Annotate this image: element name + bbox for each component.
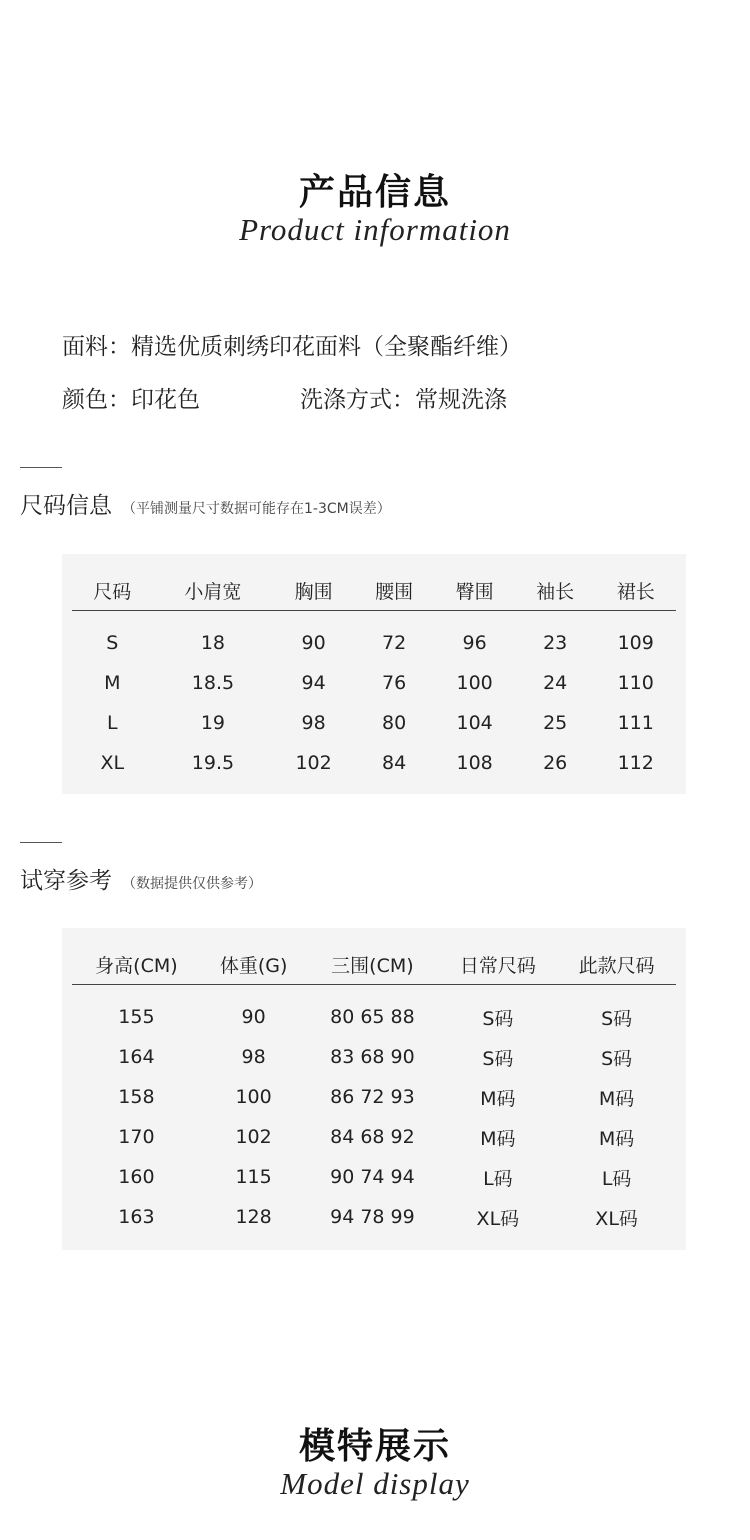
tryon-cell: L码 [601,1167,632,1190]
model-title-cn: 模特展示 [298,1425,451,1467]
table-row [72,1077,676,1117]
tryon-header-cell: 三围(CM) [331,954,414,977]
tryon-cell: 90 74 94 [330,1166,415,1188]
size-cell: 18 [200,632,226,654]
wash-text: 洗涤方式：常规洗涤 [300,387,507,413]
product-title-cn: 产品信息 [298,171,451,213]
size-cell: 84 [382,752,407,774]
table-row [72,743,676,783]
size-header-cell: 袖长 [536,580,575,603]
size-table [72,570,676,783]
table-row [72,1197,676,1237]
tryon-cell: S码 [601,1007,633,1030]
tryon-table-panel [62,928,686,1250]
size-cell: 76 [382,672,407,694]
size-cell: L [106,712,118,734]
size-cell: 102 [295,752,332,774]
fabric-line: 面料：精选优质刺绣印花面料（全聚酯纤维） [62,334,522,360]
tryon-cell: 160 [118,1166,155,1188]
size-cell: 112 [617,752,654,774]
size-table-panel [62,554,686,794]
tryon-cell: 128 [235,1206,272,1228]
tryon-cell: M码 [480,1087,516,1110]
tryon-cell: L码 [483,1167,513,1190]
size-cell: 72 [382,632,407,654]
size-cell: XL [100,752,125,774]
size-section-rule [20,467,62,468]
size-cell: 104 [456,712,493,734]
size-header-cell: 小肩宽 [184,580,242,603]
table-row [72,611,676,664]
size-cell: 94 [301,672,326,694]
tryon-cell: M码 [480,1127,516,1150]
tryon-cell: 84 68 92 [330,1126,415,1148]
tryon-section-rule [20,842,62,843]
size-header-cell: 臀围 [455,580,494,603]
size-cell: 80 [382,712,407,734]
size-heading-note: （平铺测量尺寸数据可能存在1-3CM误差） [122,501,391,517]
model-title-en: Model display [280,1466,470,1501]
color-wash-line [62,381,507,414]
size-cell: 25 [543,712,568,734]
table-row [72,703,676,743]
tryon-cell: 158 [118,1086,155,1108]
tryon-cell: 155 [118,1006,155,1028]
size-cell: 108 [456,752,493,774]
size-table-header-row [72,570,676,611]
tryon-header-cell: 体重(G) [219,954,288,977]
tryon-cell: S码 [601,1047,633,1070]
tryon-header-cell: 日常尺码 [459,954,536,977]
tryon-cell: 102 [235,1126,272,1148]
tryon-cell: XL码 [476,1207,520,1230]
size-cell: 19 [200,712,226,734]
size-cell: 19.5 [191,752,235,774]
size-section-heading [20,487,391,520]
size-cell: 109 [617,632,654,654]
tryon-cell: S码 [482,1047,514,1070]
size-header-cell: 腰围 [375,580,414,603]
size-cell: M [104,672,121,694]
tryon-table [72,944,676,1237]
size-cell: 110 [617,672,654,694]
tryon-section-heading [20,862,262,895]
table-row [72,1037,676,1077]
size-cell: 111 [617,712,654,734]
table-row [72,985,676,1038]
tryon-cell: 94 78 99 [330,1206,415,1228]
size-cell: 23 [543,632,568,654]
size-header-cell: 裙长 [616,580,655,603]
size-cell: 24 [543,672,568,694]
size-header-cell: 胸围 [294,580,333,603]
tryon-cell: 90 [241,1006,266,1028]
tryon-cell: M码 [598,1087,635,1110]
tryon-heading-text: 试穿参考 [20,868,112,894]
tryon-cell: M码 [598,1127,635,1150]
tryon-cell: 83 68 90 [330,1046,415,1068]
color-text: 颜色：印花色 [62,387,200,413]
tryon-cell: 80 65 88 [330,1006,415,1028]
size-heading-text: 尺码信息 [20,493,112,519]
tryon-cell: 115 [235,1166,272,1188]
tryon-header-cell: 此款尺码 [578,954,655,977]
tryon-cell: 86 72 93 [330,1086,415,1108]
size-cell: 100 [456,672,493,694]
table-row [72,1117,676,1157]
size-cell: 18.5 [191,672,235,694]
tryon-cell: 163 [118,1206,155,1228]
table-row [72,1157,676,1197]
tryon-table-header-row [72,944,676,985]
size-header-cell: 尺码 [93,580,132,603]
size-cell: 26 [543,752,568,774]
tryon-cell: 100 [235,1086,272,1108]
tryon-heading-note: （数据提供仅供参考） [122,876,262,892]
tryon-cell: XL码 [595,1207,638,1230]
tryon-header-cell: 身高(CM) [95,954,178,977]
tryon-cell: 170 [118,1126,155,1148]
tryon-cell: S码 [482,1007,514,1030]
tryon-cell: 164 [118,1046,155,1068]
size-cell: 98 [301,712,326,734]
size-cell: 90 [301,632,326,654]
size-cell: 96 [462,632,487,654]
product-title-en: Product information [239,212,511,247]
table-row [72,663,676,703]
tryon-cell: 98 [241,1046,266,1068]
size-cell: S [106,632,119,654]
